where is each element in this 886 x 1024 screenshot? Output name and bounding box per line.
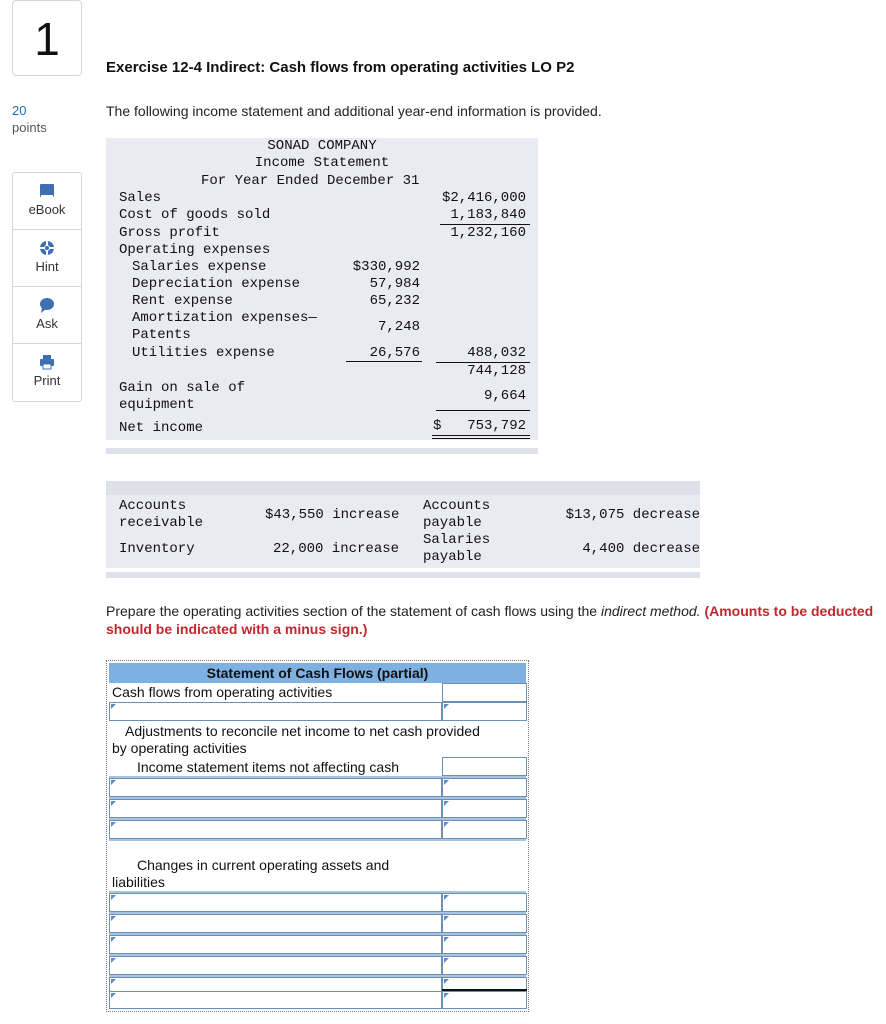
changes-label: Changes in current operating assets and [137,857,390,873]
amortization-label: Amortization expenses— [132,310,317,326]
gain-label-2: equipment [119,397,195,413]
sales-value: $2,416,000 [441,190,526,206]
ask-button[interactable] [13,287,81,344]
cfo-label: Cash flows from operating activities [112,684,333,700]
points-box [12,102,47,136]
exercise-title: Exercise 12-4 Indirect: Cash flows from operating activities LO P2 [106,59,575,76]
ar-label-2: receivable [119,515,204,531]
operating-income-value: 744,128 [467,363,526,379]
ap-value: $13,075 decrease [565,507,700,523]
sp-label-2: payable [423,549,482,565]
changes-label-2: liabilities [112,874,165,890]
additional-info [106,495,700,568]
ap-label-2: payable [423,515,482,531]
scf-input-amount-5[interactable] [442,893,527,912]
inventory-value: 22,000 increase [273,541,400,557]
hint-icon [39,240,55,256]
question-number: 1 [12,0,82,76]
hint-label: Hint [35,259,59,274]
hint-button[interactable] [13,230,81,287]
depreciation-label: Depreciation expense [132,276,301,292]
additional-separator [106,572,700,578]
scf-input-label-1[interactable] [109,702,442,721]
row-band [109,839,526,841]
ebook-label: eBook [28,202,66,217]
net-income-value: 753,792 [467,418,526,434]
rent-label: Rent expense [132,293,233,309]
scf-input-amount-6[interactable] [442,914,527,933]
salaries-value: $330,992 [352,259,420,275]
rent-value: 65,232 [369,293,420,309]
scf-title: Statement of Cash Flows (partial) [109,663,526,683]
scf-input-label-4[interactable] [109,820,442,839]
ar-label: Accounts [119,498,187,514]
cogs-label: Cost of goods sold [119,207,271,223]
book-icon [39,183,55,199]
instructions-text: Prepare the operating activities section of the statement of cash flows using the [106,603,601,619]
scf-input-label-8[interactable] [109,956,442,975]
sp-value: 4,400 decrease [582,541,700,557]
net-income-label: Net income [119,420,204,436]
scf-input-amount-10[interactable] [442,991,527,1009]
exercise-intro: The following income statement and additional year-end information is provided. [106,103,602,119]
printer-icon [39,354,55,370]
utilities-value: 26,576 [369,345,420,361]
ask-label: Ask [36,316,58,331]
scf-input-label-5[interactable] [109,893,442,912]
net-income-double-underline [432,435,530,439]
cfo-label-cell-border [442,683,527,702]
tool-panel [12,172,82,402]
points-label: points [12,120,47,135]
sp-label: Salaries [423,532,491,548]
scf-input-amount-8[interactable] [442,956,527,975]
scf-input-label-7[interactable] [109,935,442,954]
noncash-label: Income statement items not affecting cash [137,759,399,775]
scf-input-amount-1[interactable] [442,702,527,721]
gain-underline [436,410,530,411]
statement-period: For Year Ended December 31 [201,173,420,189]
chat-icon [39,297,55,313]
additional-top-band [106,481,700,495]
company-name: SONAD COMPANY [267,138,377,154]
scf-input-amount-2[interactable] [442,778,527,797]
ap-label: Accounts [423,498,491,514]
amortization-value: 7,248 [377,319,420,335]
statement-separator [106,448,538,454]
scf-input-amount-4[interactable] [442,820,527,839]
income-statement [106,138,538,440]
scf-input-label-6[interactable] [109,914,442,933]
noncash-label-cell-border [442,757,527,776]
amortization-label-2: Patents [132,327,191,343]
total-opex-value: 488,032 [467,345,526,361]
adjustments-label: Adjustments to reconcile net income to net cash provided [125,723,480,739]
scf-input-label-3[interactable] [109,799,442,818]
instructions-italic: indirect method. [600,603,701,619]
gross-label: Gross profit [119,225,220,241]
ar-value: $43,550 increase [265,507,400,523]
gain-label: Gain on sale of [119,380,246,396]
net-income-dollar: $ [433,418,442,434]
instructions [106,602,876,638]
scf-input-amount-3[interactable] [442,799,527,818]
ebook-button[interactable] [13,173,81,230]
scf-input-label-2[interactable] [109,778,442,797]
opex-label: Operating expenses [119,242,271,258]
depreciation-value: 57,984 [369,276,420,292]
print-button[interactable] [13,344,81,401]
cogs-value: 1,183,840 [450,207,526,223]
utilities-label: Utilities expense [132,345,275,361]
salaries-label: Salaries expense [132,259,267,275]
points-value: 20 [12,103,27,118]
scf-table [106,660,529,1012]
gain-value: 9,664 [483,388,526,404]
inventory-label: Inventory [119,541,195,557]
adjustments-label-2: by operating activities [112,740,247,756]
gross-value: 1,232,160 [450,225,526,241]
utilities-underline [346,361,422,362]
sales-label: Sales [119,190,162,206]
statement-name: Income Statement [254,155,390,171]
scf-input-amount-7[interactable] [442,935,527,954]
print-label: Print [33,373,61,388]
instructions-red: (Amounts to be deducted should be indicated with a minus sign.) [106,603,874,637]
scf-input-label-10[interactable] [109,991,442,1009]
